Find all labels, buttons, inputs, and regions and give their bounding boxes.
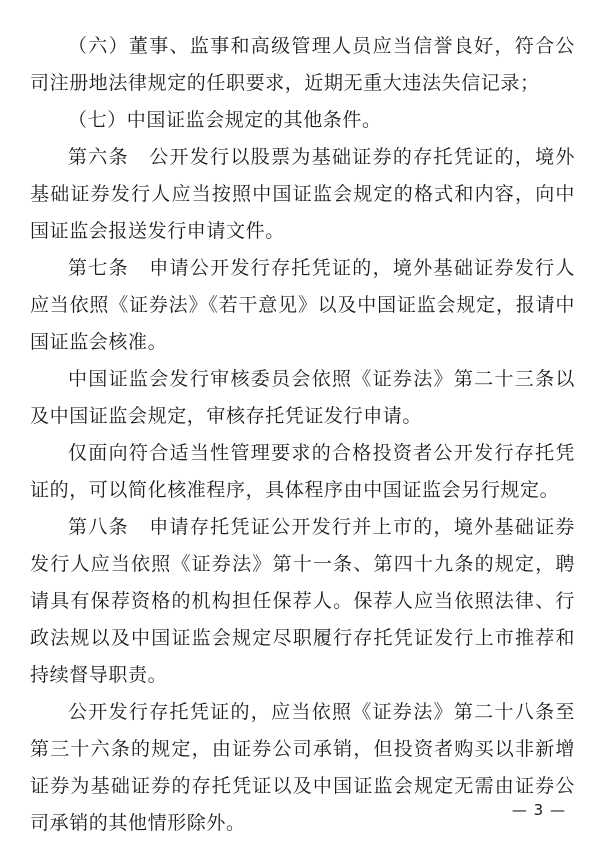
paragraph-article-7: 第七条 申请公开发行存托凭证的，境外基础证券发行人应当依照《证券法》《若干意见》以及中国证监会规定，报请中国证监会核准。 [30,257,575,353]
paragraph-underwriting: 公开发行存托凭证的，应当依照《证券法》第二十八条至第三十六条的规定，由证券公司承销，但投资者购买以非新增证券为基础证券的存托凭证以及中国证监会规定无需由证券公司承销的其他情形除外。 [30,701,575,834]
page-number: — 3 — [511,801,566,819]
paragraph-article-6: 第六条 公开发行以股票为基础证券的存托凭证的，境外基础证券发行人应当按照中国证监会规定的格式和内容，向中国证监会报送发行申请文件。 [30,146,575,242]
document-body [30,28,575,842]
paragraph-article-8: 第八条 申请存托凭证公开发行并上市的，境外基础证券发行人应当依照《证券法》第十一条、第四十九条的规定，聘请具有保荐资格的机构担任保荐人。保荐人应当依照法律、行政法规以及中国证监会规定尽职履行存托凭证发行上市推荐和持续督导职责。 [30,516,575,686]
paragraph-review-committee: 中国证监会发行审核委员会依照《证券法》第二十三条以及中国证监会规定，审核存托凭证发行申请。 [30,368,575,427]
paragraph-qualified-investors: 仅面向符合适当性管理要求的合格投资者公开发行存托凭证的，可以简化核准程序，具体程序由中国证监会另行规定。 [30,442,575,501]
paragraph-item-7: （七）中国证监会规定的其他条件。 [68,109,382,131]
paragraph-item-6: （六）董事、监事和高级管理人员应当信誉良好，符合公司注册地法律规定的任职要求，近期无重大违法失信记录； [30,35,575,94]
